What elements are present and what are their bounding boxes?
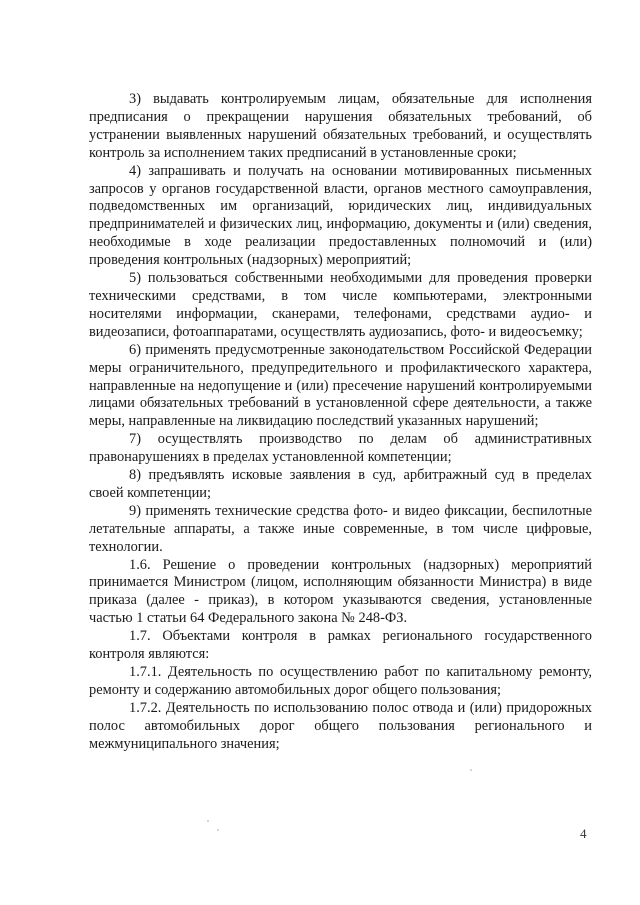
paragraph-item-4: 4) запрашивать и получать на основании мотивированных письменных запросов у органов государственной власти, органов местного самоуправления, подведомственных им организаций, юридических лиц, индивидуальных предпринимателей и физических лиц, информацию, документы и (или) сведения, необходимые в ходе реализации предоставленных полномочий и (или) проведения контрольных (надзорных) мероприятий; xyxy=(89,162,592,269)
paragraph-item-8: 8) предъявлять исковые заявления в суд, арбитражный суд в пределах своей компетенции; xyxy=(89,467,592,501)
paragraph-section-1-7: 1.7. Объектами контроля в рамках регионального государственного контроля являются: xyxy=(89,628,592,663)
document-body xyxy=(89,91,592,754)
paragraph-item-5: 5) пользоваться собственными необходимыми для проведения проверки техническими средствами, в том числе компьютерами, электронными носителями информации, сканерами, телефонами, средствами аудио- и видеозаписи, фотоаппаратами, осуществлять аудиозапись, фото- и видеосъемку; xyxy=(89,270,592,340)
page-number: 4 xyxy=(580,826,587,841)
scan-speck xyxy=(207,820,209,822)
paragraph-section-1-7-1: 1.7.1. Деятельность по осуществлению работ по капитальному ремонту, ремонту и содержанию автомобильных дорог общего пользования; xyxy=(89,664,592,698)
scan-speck xyxy=(217,829,219,831)
paragraph-item-3: 3) выдавать контролируемым лицам, обязательные для исполнения предписания о прекращении нарушения обязательных требований, об устранении выявленных нарушений обязательных требований, и осуществлять контроль за исполнением таких предписаний в установленные сроки; xyxy=(89,91,592,161)
scan-speck xyxy=(470,769,472,771)
paragraph-section-1-7-2: 1.7.2. Деятельность по использованию полос отвода и (или) придорожных полос автомобильных дорог общего пользования регионального и межмуниципального значения; xyxy=(89,699,592,752)
paragraph-item-7: 7) осуществлять производство по делам об административных правонарушениях в пределах установленной компетенции; xyxy=(89,431,592,466)
paragraph-item-6: 6) применять предусмотренные законодательством Российской Федерации меры ограничительного, предупредительного и профилактического характера, направленные на недопущение и (или) пресечение нарушений контролируемыми лицами обязательных требований в установленной сфере деятельности, а также меры, направленные на ликвидацию последствий указанных нарушений; xyxy=(89,341,592,430)
paragraph-item-9: 9) применять технические средства фото- и видео фиксации, беспилотные летательные аппараты, а также иные современные, в том числе цифровые, технологии. xyxy=(89,502,592,555)
paragraph-section-1-6: 1.6. Решение о проведении контрольных (надзорных) мероприятий принимается Министром (лицом, исполняющим обязанности Министра) в виде приказа (далее - приказ), в котором указываются сведения, установленные частью 1 статьи 64 Федерального закона № 248-ФЗ. xyxy=(89,556,592,627)
